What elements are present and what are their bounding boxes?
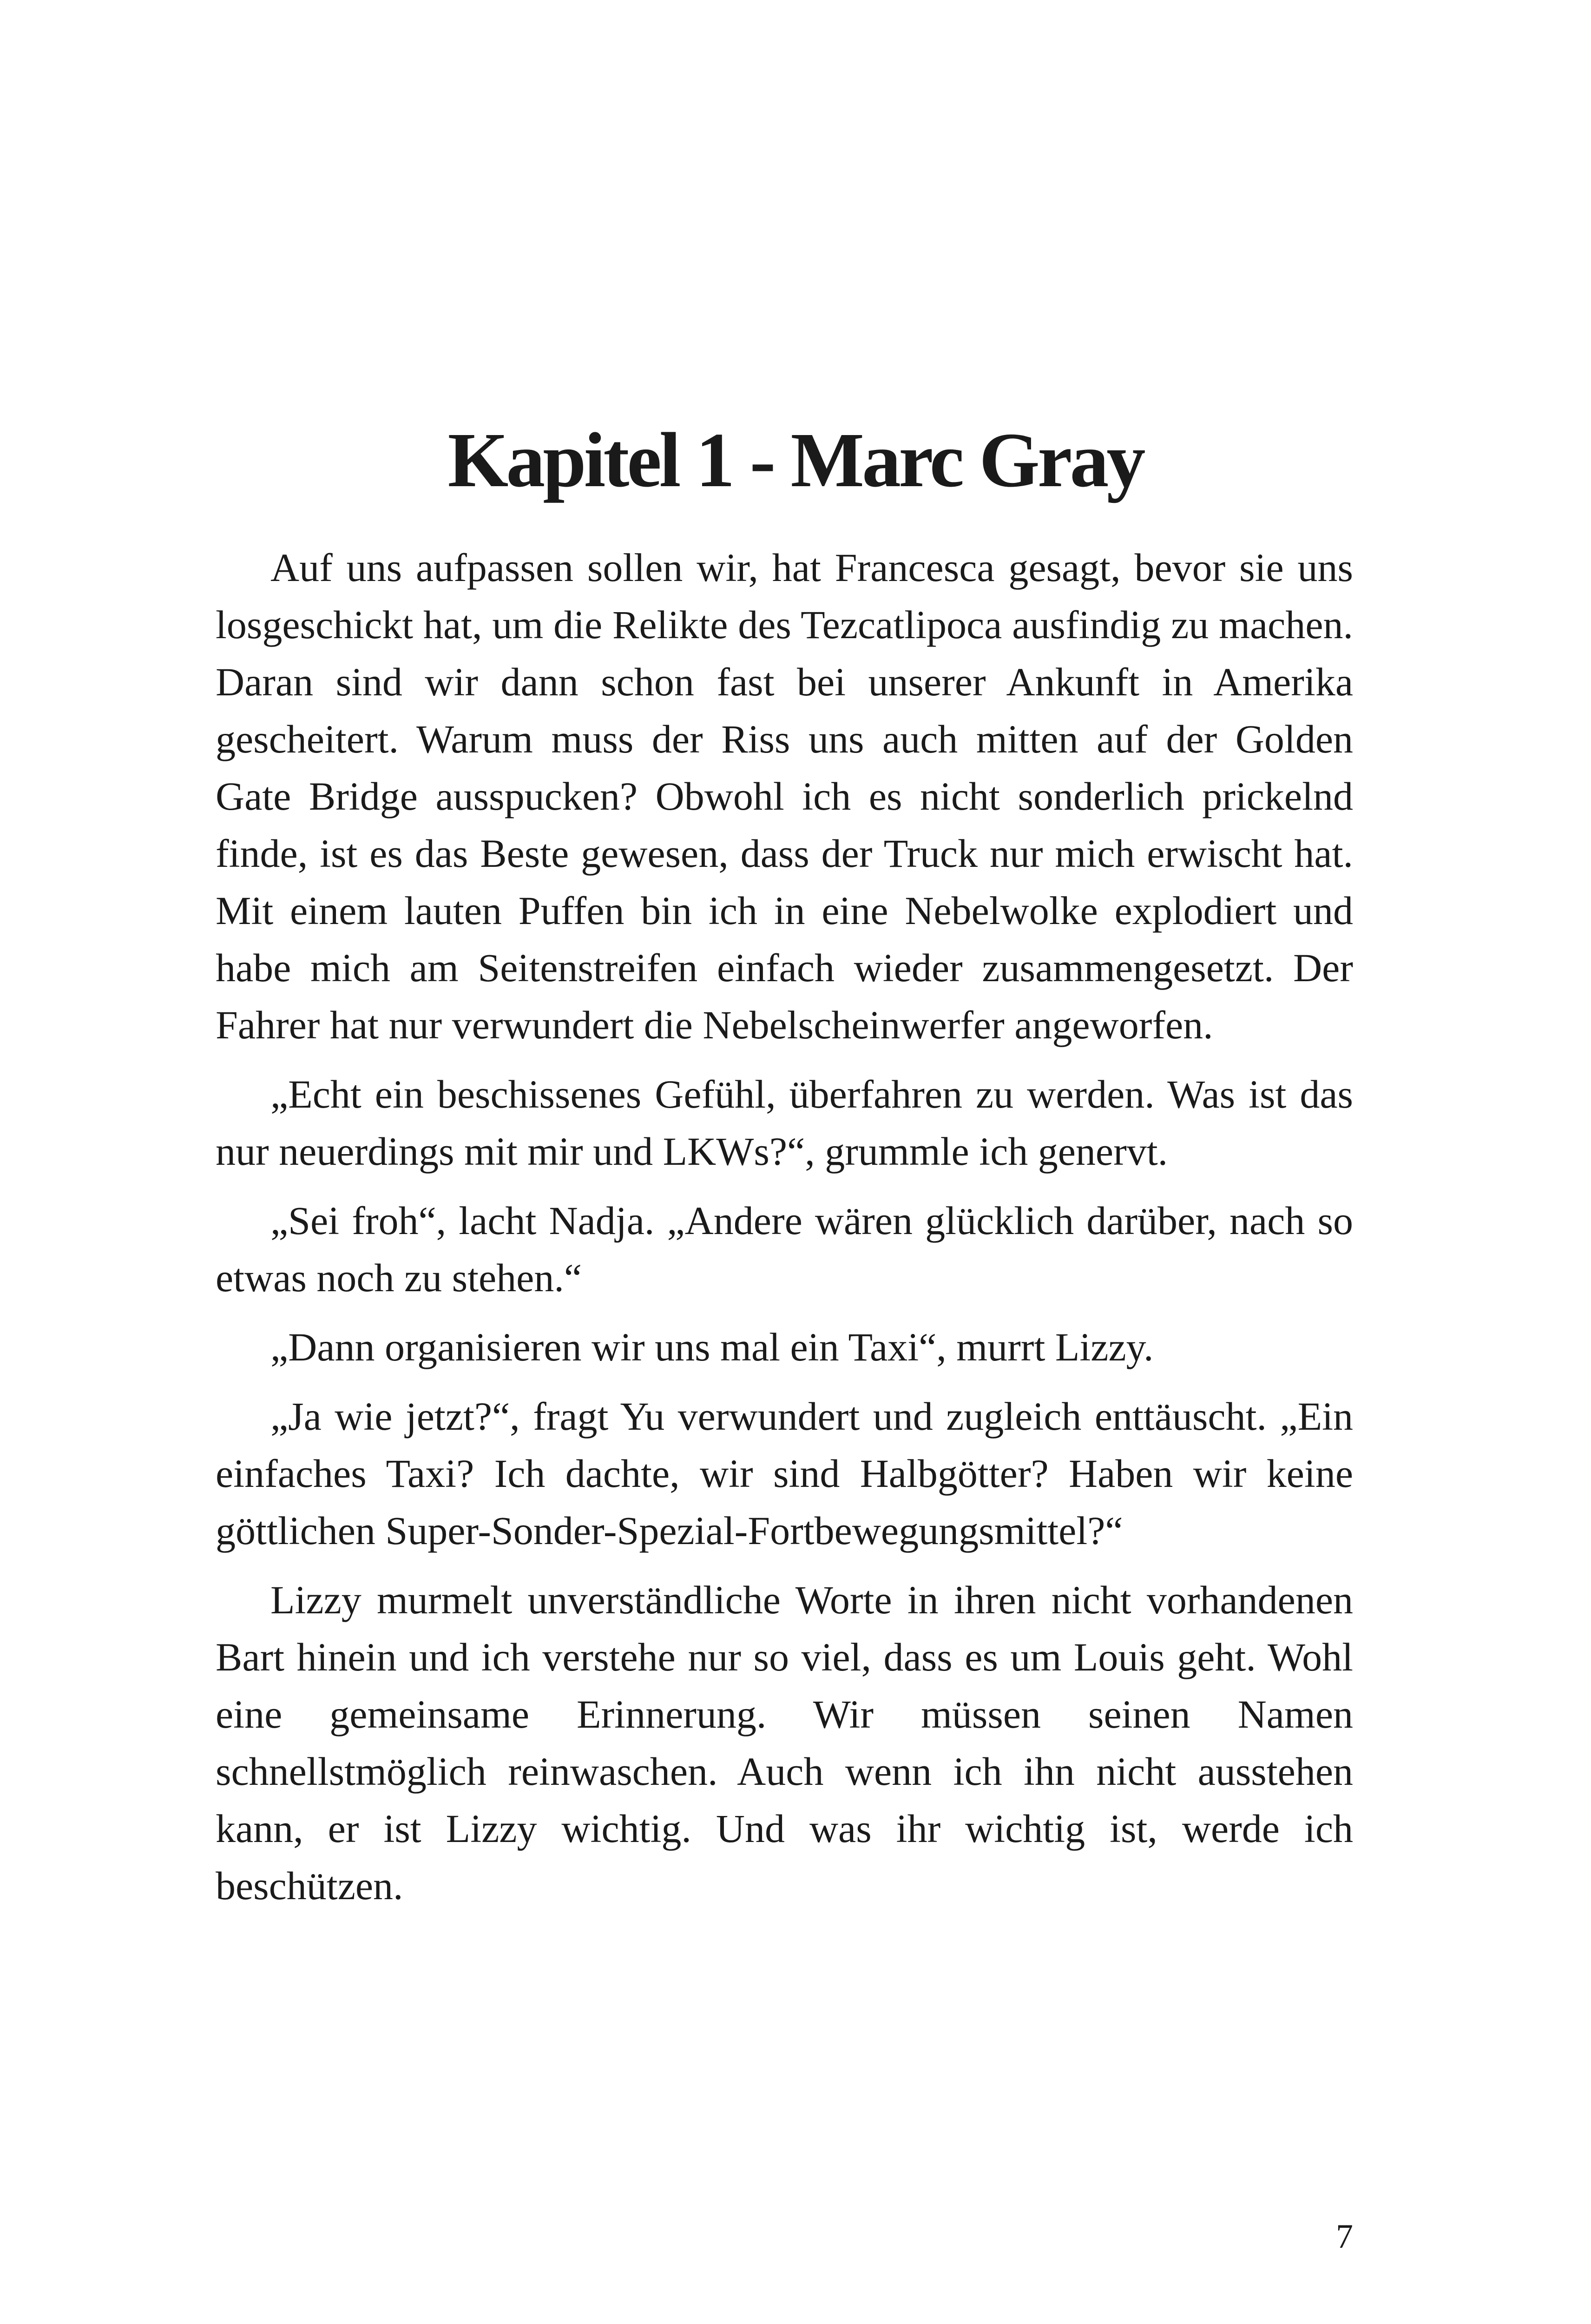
paragraph: Lizzy murmelt unverständliche Worte in ihren nicht vorhandenen Bart hinein und ich verstehe nur so viel, dass es um Louis geht. Wohl eine gemeinsame Erinnerung. Wir müssen seinen Namen schnellstmöglich reinwaschen. Auch wenn ich ihn nicht ausstehen kann, er ist Lizzy wichtig. Und was ihr wichtig ist, werde ich beschützen. <box>216 1578 1353 1908</box>
paragraph: „Dann organisieren wir uns mal ein Taxi“, murrt Lizzy. <box>270 1325 1154 1369</box>
chapter-title: Kapitel 1 - Marc Gray <box>447 417 1144 503</box>
page-number: 7 <box>1336 2218 1353 2256</box>
paragraph: „Echt ein beschissenes Gefühl, überfahren zu werden. Was ist das nur neuerdings mit mir und LKWs?“, grummle ich genervt. <box>216 1072 1353 1174</box>
paragraph: Auf uns aufpassen sollen wir, hat Francesca gesagt, bevor sie uns losgeschickt hat, um die Relikte des Tezcatlipoca ausfindig zu machen. Daran sind wir dann schon fast bei unserer Ankunft in Amerika gescheitert. Warum muss der Riss uns auch mitten auf der Golden Gate Bridge ausspucken? Obwohl ich es nicht sonderlich prickelnd finde, ist es das Beste gewesen, dass der Truck nur mich erwischt hat. Mit einem lauten Puffen bin ich in eine Nebelwolke explodiert und habe mich am Seitenstreifen einfach wieder zusammengesetzt. Der Fahrer hat nur verwundert die Nebelscheinwerfer angeworfen. <box>216 545 1353 1047</box>
chapter-body <box>216 539 1353 1927</box>
paragraph: „Sei froh“, lacht Nadja. „Andere wären glücklich darüber, nach so etwas noch zu stehen.“ <box>216 1198 1353 1300</box>
paragraph: „Ja wie jetzt?“, fragt Yu verwundert und zugleich enttäuscht. „Ein einfaches Taxi? Ich dachte, wir sind Halbgötter? Haben wir keine göttlichen Super-Sonder-Spezial-Fortbewegungsmittel?“ <box>216 1394 1353 1553</box>
